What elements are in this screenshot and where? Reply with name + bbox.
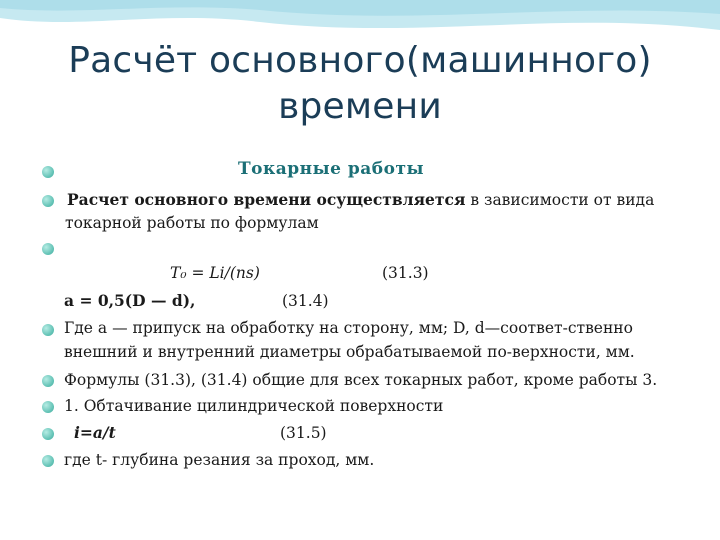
formula-31-4-number: (31.4) [282,292,329,310]
bullet-icon [42,401,54,413]
paragraph-5: где t- глубина резания за проход, мм. [64,451,375,469]
bullet-icon [42,166,54,178]
paragraph-3: Формулы (31.3), (31.4) общие для всех токарных работ, кроме работы 3. [64,371,658,389]
formula-31-4: a = 0,5(D — d), [64,291,196,310]
bullet-icon [42,375,54,387]
formula-31-3-number: (31.3) [382,264,429,282]
paragraph-1-bold: Расчет основного времени осуществляется [67,190,466,209]
bullet-icon [42,243,54,255]
paragraph-2-line-1: Где a — припуск на обработку на сторону, мм; D, d—соответ-ственно [64,319,633,337]
formula-31-3: Т₀ = Li/(ns) [170,264,260,282]
slide-title-line2: времени [278,86,442,127]
paragraph-1-line-1 [67,190,654,210]
formula-31-5: i=a/t [74,423,116,442]
bullet-icon [42,455,54,467]
bullet-icon [42,324,54,336]
bullet-icon [42,195,54,207]
paragraph-2-line-2: внешний и внутренний диаметры обрабатываемой по-верхности, мм. [64,343,635,361]
slide-title-line1: Расчёт основного(машинного) [68,40,652,81]
formula-31-5-number: (31.5) [280,424,327,442]
bullet-icon [42,428,54,440]
slide-title [0,38,720,130]
section-subtitle: Токарные работы [238,159,425,179]
paragraph-4: 1. Обтачивание цилиндрической поверхности [64,397,444,415]
paragraph-1-line-2: токарной работы по формулам [65,214,319,232]
paragraph-1-rest: в зависимости от вида [465,191,655,209]
